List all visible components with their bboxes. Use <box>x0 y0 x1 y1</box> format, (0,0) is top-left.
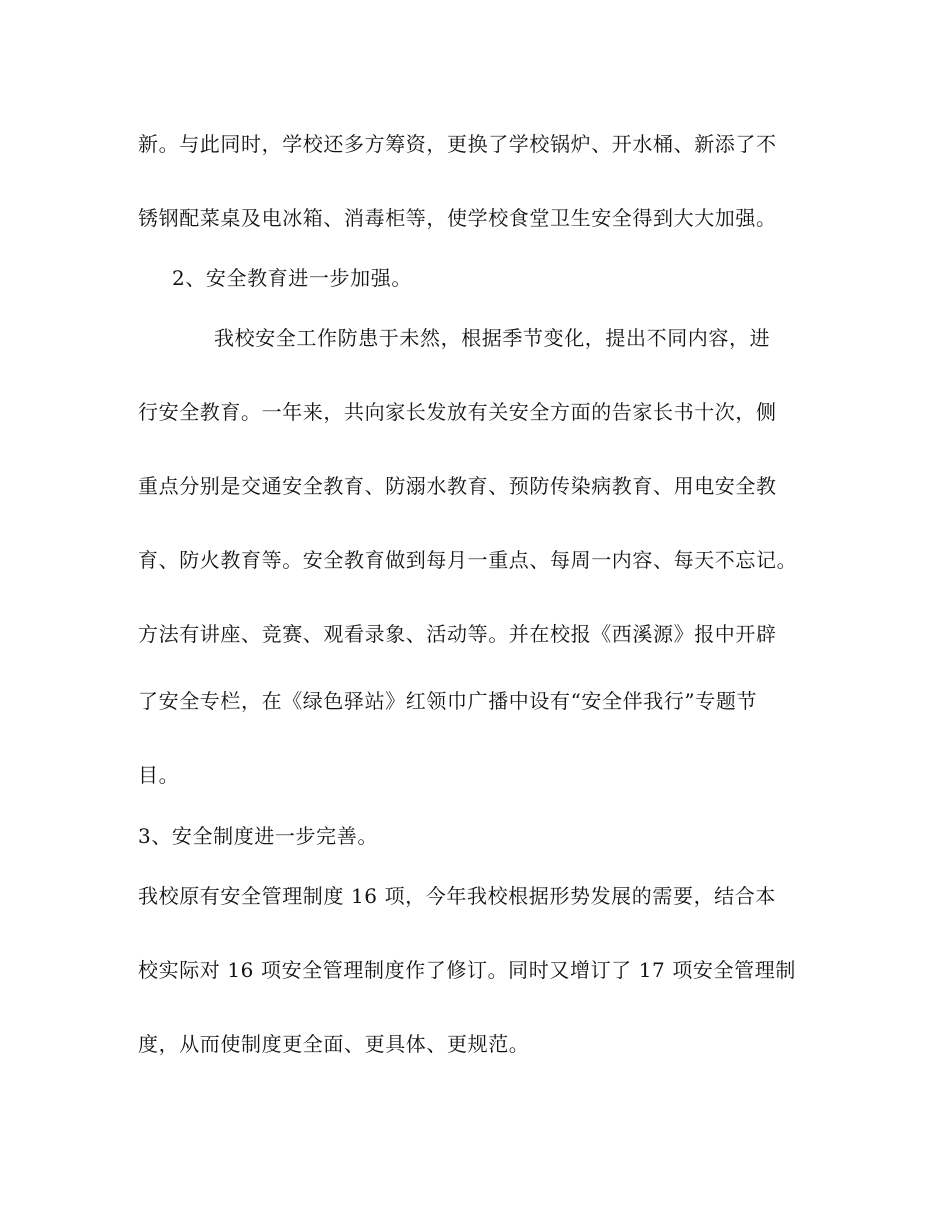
text-line: 锈钢配菜桌及电冰箱、消毒柜等，使学校食堂卫生安全得到大大加强。 <box>138 206 777 230</box>
text-line: 度，从而使制度更全面、更具体、更规范。 <box>138 1032 530 1056</box>
text-line: 校实际对 16 项安全管理制度作了修订。同时又增订了 17 项安全管理制 <box>138 958 796 982</box>
section-heading: 2、安全教育进一步加强。 <box>172 266 412 290</box>
text-line: 目。 <box>138 763 180 787</box>
text-line: 重点分别是交通安全教育、防溺水教育、预防传染病教育、用电安全教 <box>138 474 777 498</box>
paragraph-first-line: 我校原有安全管理制度 16 项，今年我校根据形势发展的需要，结合本 <box>138 884 776 908</box>
section-heading: 3、安全制度进一步完善。 <box>138 824 378 848</box>
text-line: 育、防火教育等。安全教育做到每月一重点、每周一内容、每天不忘记。 <box>138 548 798 572</box>
text-line: 行安全教育。一年来，共向家长发放有关安全方面的告家长书十次，侧 <box>138 400 777 424</box>
text-line: 了安全专栏，在《绿色驿站》红领巾广播中设有“安全伴我行”专题节 <box>138 689 758 713</box>
paragraph-first-line: 我校安全工作防患于未然，根据季节变化，提出不同内容，进 <box>214 326 771 350</box>
text-line: 方法有讲座、竞赛、观看录象、活动等。并在校报《西溪源》报中开辟 <box>138 622 777 646</box>
text-line: 新。与此同时，学校还多方筹资，更换了学校锅炉、开水桶、新添了不 <box>138 132 777 156</box>
